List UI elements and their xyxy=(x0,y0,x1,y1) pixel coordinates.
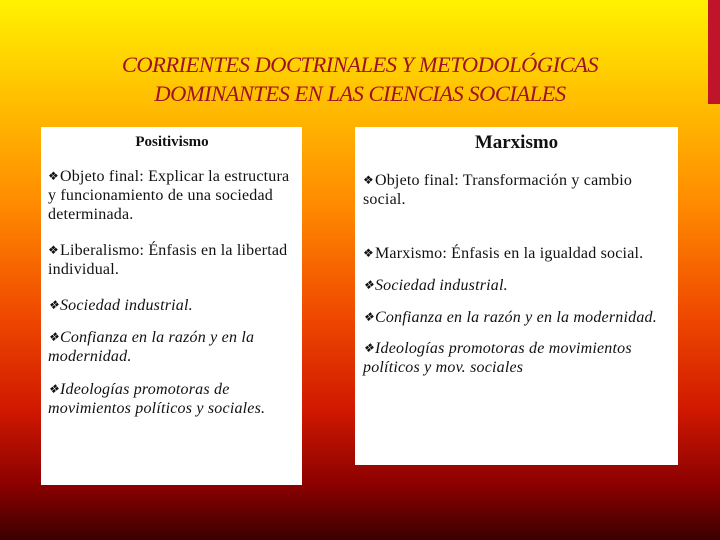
positivismo-heading: Positivismo xyxy=(135,134,209,150)
marxismo-card xyxy=(355,127,678,465)
slide-title xyxy=(40,50,680,108)
marxismo-heading: Marxismo xyxy=(474,132,559,153)
list-item xyxy=(363,244,670,263)
list-item-text: Sociedad industrial. xyxy=(59,297,193,314)
diamond-bullet-icon: ❖ xyxy=(363,173,374,187)
marxismo-list xyxy=(363,171,670,377)
positivismo-list xyxy=(48,167,296,418)
positivismo-card xyxy=(41,127,302,485)
list-item xyxy=(48,241,296,279)
list-item-text: Confianza en la razón y en la modernidad. xyxy=(374,309,657,326)
list-item xyxy=(363,308,670,327)
diamond-bullet-icon: ❖ xyxy=(363,341,374,355)
list-item xyxy=(48,167,296,224)
diamond-bullet-icon: ❖ xyxy=(363,246,374,260)
diamond-bullet-icon: ❖ xyxy=(48,330,59,344)
list-item-text: Objeto final: Explicar la estructura y funcionamiento de una sociedad determinada. xyxy=(48,168,290,223)
slide-title-line-2: DOMINANTES EN LAS CIENCIAS SOCIALES xyxy=(154,81,566,106)
accent-bar xyxy=(708,0,720,104)
list-item-text: Confianza en la razón y en la modernidad. xyxy=(48,329,255,365)
list-item-text: Ideologías promotoras de movimientos políticos y sociales. xyxy=(48,381,266,417)
list-item-text: Sociedad industrial. xyxy=(374,277,508,294)
diamond-bullet-icon: ❖ xyxy=(363,310,374,324)
list-item-text: Liberalismo: Énfasis en la libertad individual. xyxy=(48,242,288,278)
list-item-text: Marxismo: Énfasis en la igualdad social. xyxy=(374,245,644,262)
list-item xyxy=(363,339,670,377)
list-item-text: Objeto final: Transformación y cambio social. xyxy=(363,172,633,208)
diamond-bullet-icon: ❖ xyxy=(48,243,59,257)
list-item xyxy=(48,380,296,418)
diamond-bullet-icon: ❖ xyxy=(363,278,374,292)
list-item-text: Ideologías promotoras de movimientos políticos y mov. sociales xyxy=(363,340,632,376)
slide-title-line-1: CORRIENTES DOCTRINALES Y METODOLÓGICAS xyxy=(121,52,599,77)
list-item xyxy=(363,171,670,209)
list-item xyxy=(48,296,296,315)
list-item xyxy=(363,276,670,295)
diamond-bullet-icon: ❖ xyxy=(48,169,59,183)
list-item xyxy=(48,328,296,366)
diamond-bullet-icon: ❖ xyxy=(48,382,59,396)
diamond-bullet-icon: ❖ xyxy=(48,298,59,312)
